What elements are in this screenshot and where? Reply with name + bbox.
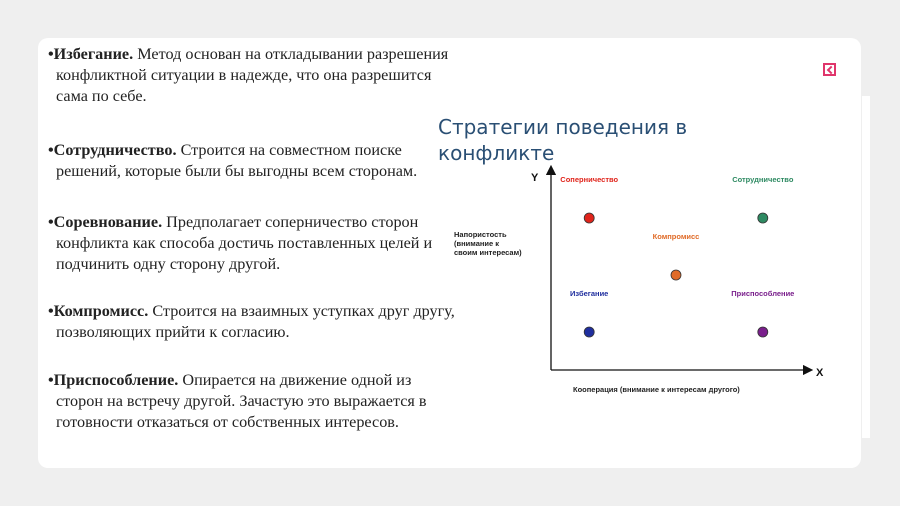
y-axis-letter: Y: [531, 172, 539, 184]
point-label-4: Приспособление: [731, 289, 795, 298]
point-label-3: Избегание: [570, 289, 609, 298]
point-2: [671, 270, 681, 280]
point-0: [584, 213, 594, 223]
point-label-2: Компромисс: [652, 232, 700, 241]
item-term: •Соревнование.: [48, 213, 163, 231]
point-1: [758, 213, 768, 223]
item-desc: Строится на взаимных уступках друг другу, позволяющих прийти к согласию.: [56, 302, 455, 341]
item-desc: Опирается на движение одной из сторон на встречу другой. Зачастую это выражается в готовности отказаться от собственных интересов.: [56, 371, 427, 431]
item-term: •Приспособление.: [48, 371, 179, 389]
y-axis-label-line: Напористость: [454, 230, 507, 239]
y-axis-label-line: своим интересам): [454, 248, 522, 257]
item-term: •Сотрудничество.: [48, 141, 177, 159]
point-3: [584, 327, 594, 337]
item-term: •Компромисс.: [48, 302, 149, 320]
item-desc: Метод основан на откладывании разрешения конфликтной ситуации в надежде, что она разрешится сама по себе.: [56, 45, 449, 105]
y-axis-label: [454, 230, 522, 257]
chart-title: Стратегии поведения в конфликте: [438, 115, 688, 165]
point-label-1: Сотрудничество: [732, 175, 794, 184]
y-axis-label-line: (внимание к: [454, 239, 500, 248]
item-desc: Предполагает соперничество сторон конфликта как способа достичь поставленных целей и подчинить одну сторону другой.: [56, 213, 433, 273]
item-desc: Строится на совместном поиске решений, которые были бы выгодны всем сторонам.: [56, 141, 418, 180]
x-axis-label: Кооперация (внимание к интересам другого): [573, 385, 740, 394]
point-label-0: Соперничество: [560, 175, 619, 184]
item-term: •Избегание.: [48, 45, 134, 63]
point-4: [758, 327, 768, 337]
x-axis-letter: X: [816, 367, 824, 379]
